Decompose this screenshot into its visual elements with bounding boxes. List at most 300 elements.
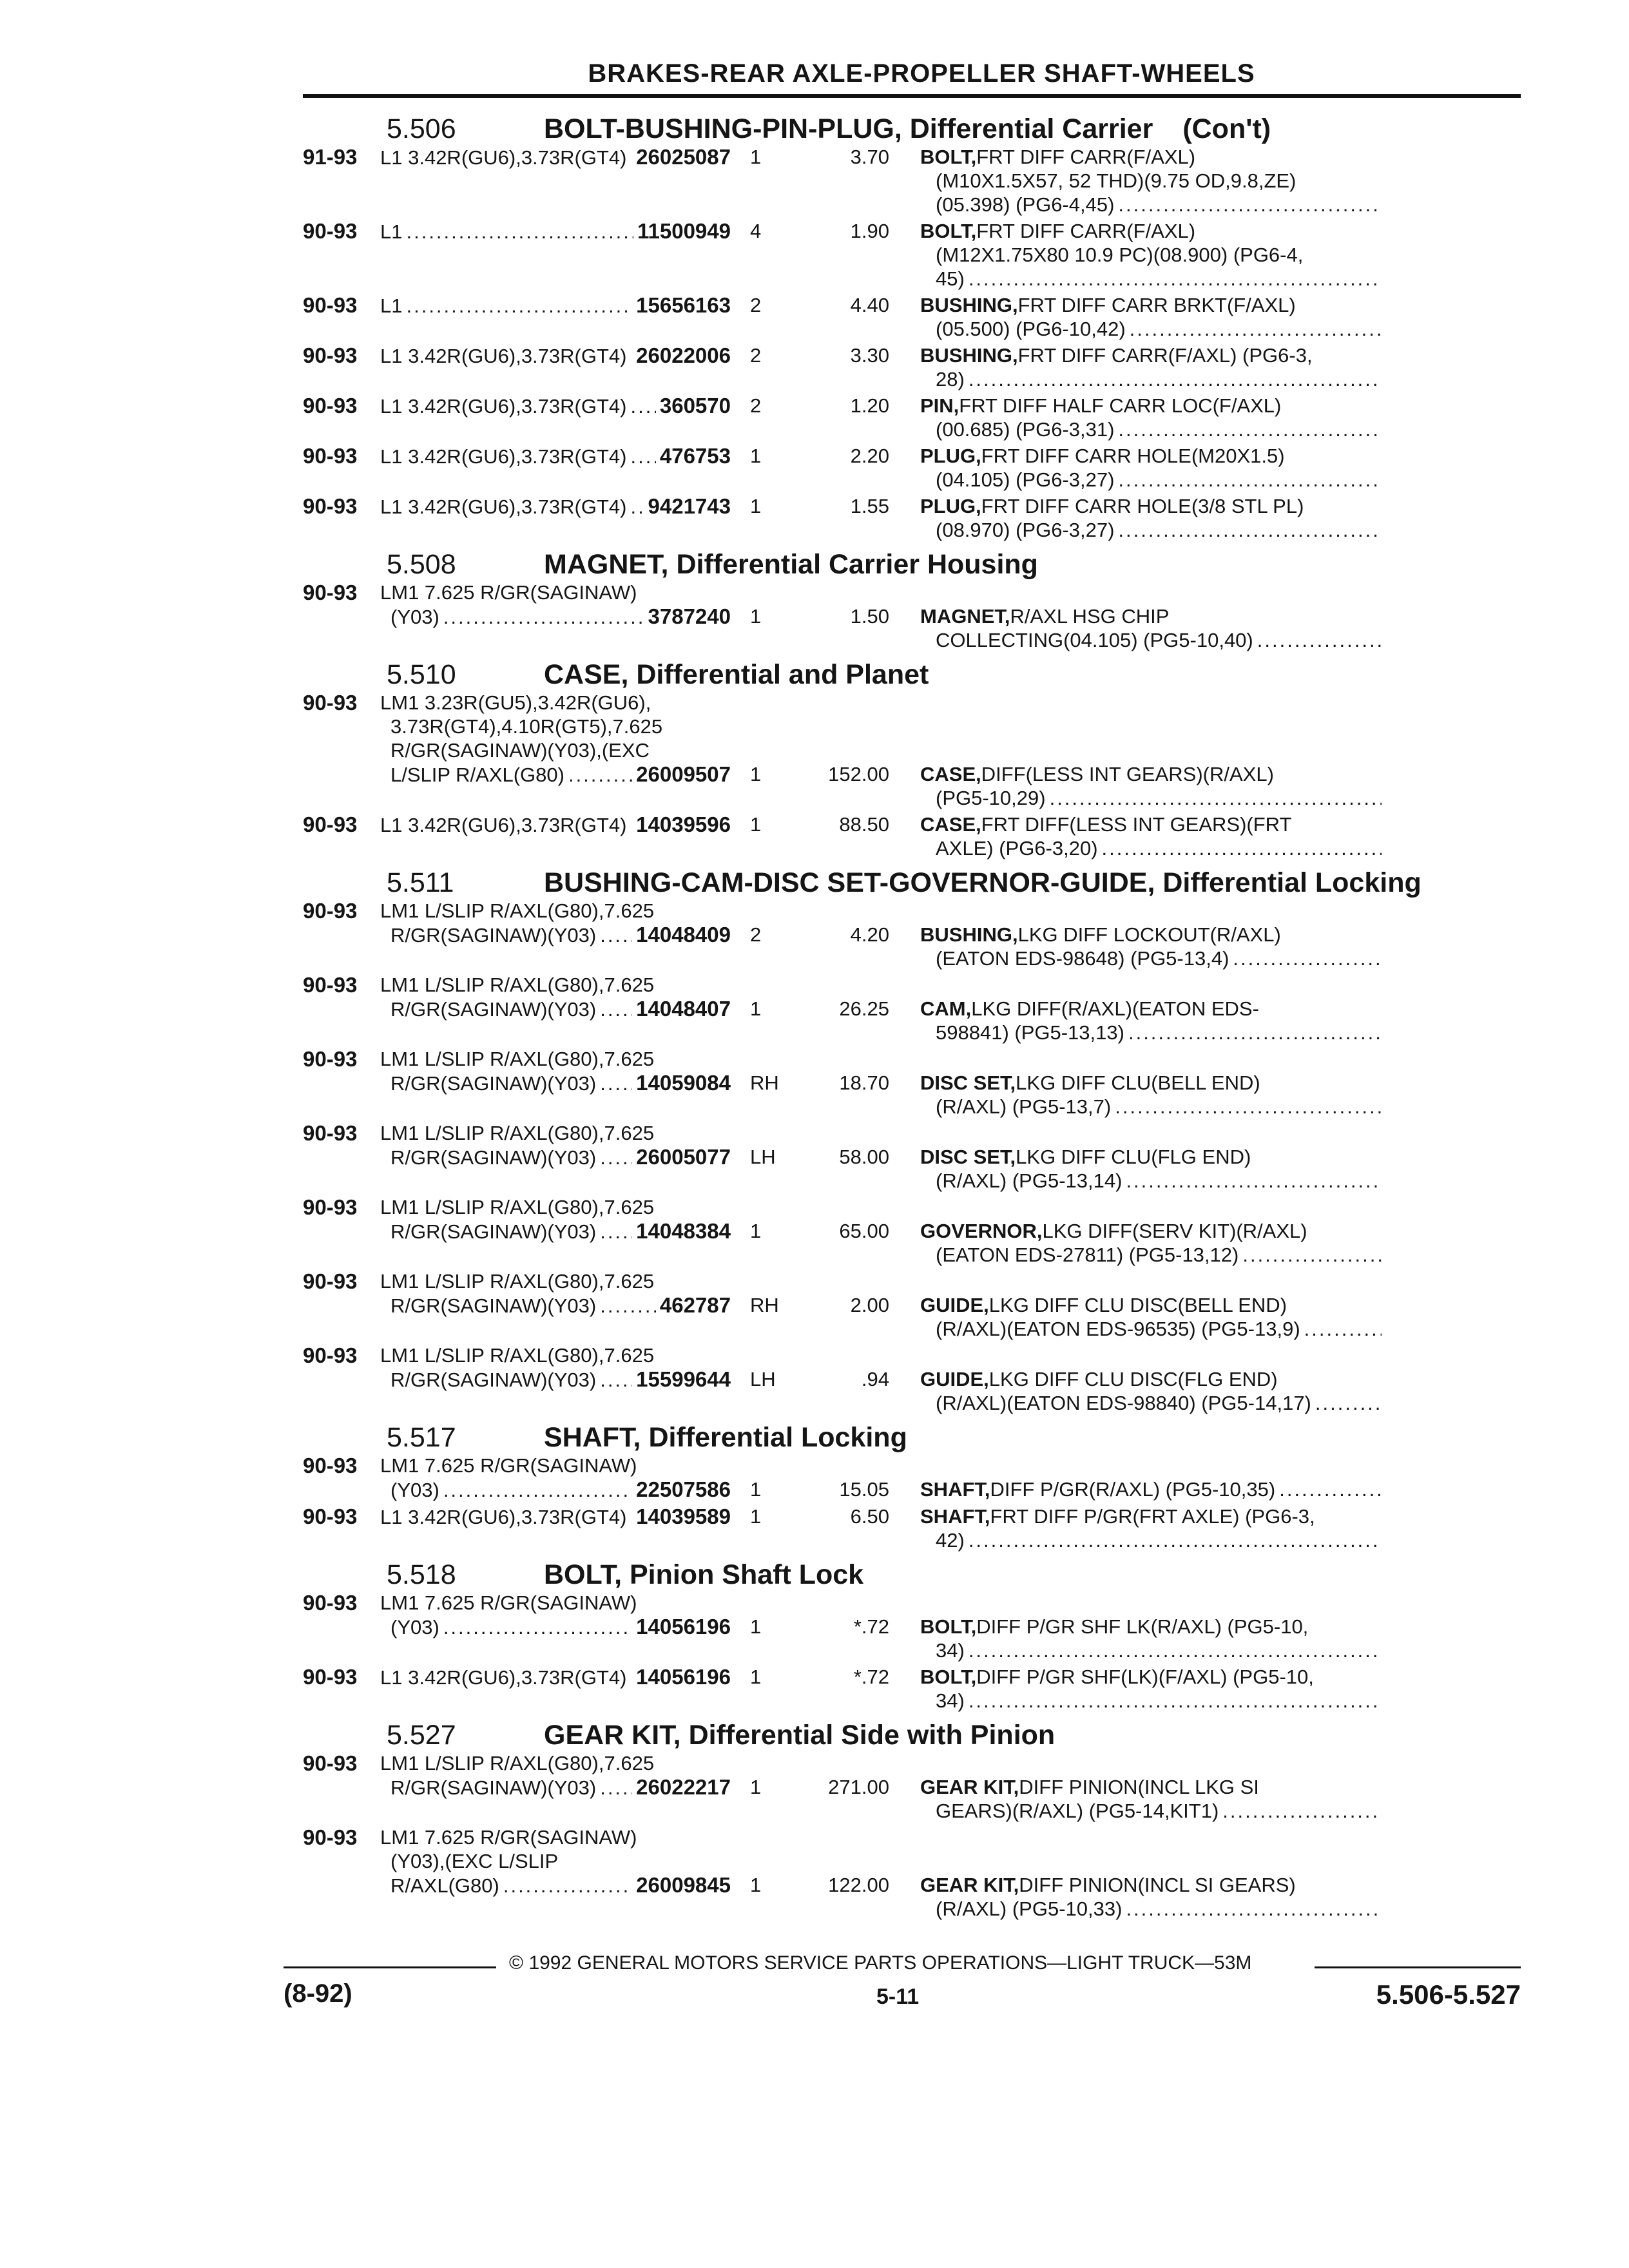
description-name: GEAR KIT, (920, 1874, 1019, 1896)
price: 2.20 (850, 445, 889, 467)
description-line (920, 1367, 1382, 1391)
description (920, 1367, 1382, 1415)
application-text: 3.73R(GT4),4.10R(GT5),7.625 (390, 715, 663, 738)
quantity: 2 (750, 394, 762, 417)
application-text: LM1 7.625 R/GR(SAGINAW) (380, 1591, 637, 1614)
description-text: (R/AXL) (PG5-13,14) (936, 1169, 1123, 1192)
section-number: 5.510 (387, 659, 456, 690)
description-line (920, 1391, 1382, 1415)
section-number: 5.511 (387, 867, 454, 898)
description-text: (R/AXL) (PG5-13,7) (936, 1095, 1112, 1118)
part-entry (303, 1195, 1527, 1267)
description-text: (R/AXL)(EATON EDS-98840) (PG5-14,17) (936, 1392, 1311, 1414)
model-years: 90-93 (303, 494, 358, 518)
application-line (380, 1219, 731, 1244)
description-line (920, 786, 1382, 810)
part-number: 26025087 (636, 145, 731, 169)
description-text: DIFF(LESS INT GEARS)(R/AXL) (981, 763, 1274, 785)
application-line (380, 1269, 731, 1293)
description-text: DIFF P/GR SHF(LK)(F/AXL) (PG5-10, (976, 1666, 1314, 1688)
application (380, 973, 731, 1021)
application-line (380, 1615, 731, 1639)
application-line (380, 1591, 731, 1615)
description-text: FRT DIFF CARR BRKT(F/AXL) (1017, 294, 1296, 316)
dot-leader (600, 1368, 632, 1392)
description-name: CASE, (920, 763, 981, 785)
description-name: CAM, (920, 997, 972, 1020)
price: 271.00 (828, 1776, 889, 1798)
model-years: 90-93 (303, 1504, 358, 1528)
part-number: 15599644 (636, 1367, 731, 1391)
dot-leader (630, 1666, 632, 1689)
application (380, 219, 731, 244)
part-number: 14056196 (636, 1615, 731, 1639)
price: 3.30 (850, 344, 889, 367)
quantity: 1 (750, 605, 762, 628)
dot-leader (443, 1615, 632, 1639)
application (380, 343, 731, 368)
dot-leader (1315, 1391, 1382, 1415)
part-entry (303, 812, 1527, 860)
application (380, 1591, 731, 1639)
model-years: 90-93 (303, 444, 358, 468)
application-line (380, 973, 731, 997)
description-text: FRT DIFF(LESS INT GEARS)(FRT (981, 813, 1292, 836)
part-number: 14039589 (636, 1504, 731, 1528)
application-text: L1 3.42R(GU6),3.73R(GT4) (380, 345, 627, 367)
quantity: 1 (750, 813, 762, 836)
price: 88.50 (839, 813, 889, 836)
description-name: SHAFT, (920, 1505, 990, 1528)
description (920, 494, 1382, 542)
description-name: DISC SET, (920, 1146, 1016, 1168)
part-entry (303, 1825, 1527, 1921)
part-number: 462787 (659, 1293, 731, 1317)
description-line (920, 145, 1382, 169)
description-line (920, 628, 1382, 652)
description (920, 1071, 1382, 1119)
dot-leader (969, 367, 1382, 391)
dot-leader (600, 923, 632, 947)
description-name: GUIDE, (920, 1294, 989, 1316)
application-line (380, 1047, 731, 1071)
application-line (380, 494, 731, 519)
price: *.72 (853, 1666, 889, 1688)
price: 4.20 (850, 923, 889, 946)
section-title: BOLT, Pinion Shaft Lock (544, 1559, 864, 1590)
application-text: (Y03),(EXC L/SLIP (390, 1850, 559, 1872)
description-name: GEAR KIT, (920, 1776, 1019, 1798)
description-line (920, 219, 1382, 243)
part-number: 26009845 (636, 1873, 731, 1897)
part-entry (303, 1504, 1527, 1552)
dot-leader (1118, 418, 1382, 441)
footer-revision-date: (8-92) (284, 1979, 352, 2008)
description (920, 343, 1382, 391)
description-text: LKG DIFF CLU DISC(FLG END) (988, 1368, 1278, 1390)
dot-leader (1242, 1243, 1382, 1267)
part-number: 22507586 (636, 1477, 731, 1501)
description-text: (PG5-10,29) (936, 787, 1046, 809)
application-text: LM1 7.625 R/GR(SAGINAW) (380, 581, 637, 604)
description-name: PLUG, (920, 495, 981, 517)
dot-leader (406, 220, 633, 244)
model-years: 90-93 (303, 1825, 358, 1849)
header-rule (303, 94, 1521, 98)
dot-leader (1233, 947, 1382, 970)
model-years: 90-93 (303, 1269, 358, 1293)
quantity: 1 (750, 1615, 762, 1638)
price: 26.25 (839, 997, 889, 1020)
footer-section-range: 5.506-5.527 (1376, 1979, 1521, 2010)
footer-page-number: 5-11 (876, 1984, 920, 2009)
description (920, 1775, 1382, 1823)
part-number: 476753 (659, 444, 731, 468)
application (380, 812, 731, 837)
footer-rule-left (284, 1966, 496, 1968)
section-title: BOLT-BUSHING-PIN-PLUG, Differential Carrier (544, 113, 1153, 144)
section-title: MAGNET, Differential Carrier Housing (544, 549, 1038, 580)
description-line (920, 494, 1382, 518)
application-line (380, 1071, 731, 1095)
description-line (920, 997, 1382, 1021)
description (920, 1477, 1382, 1501)
application-line (380, 1367, 731, 1392)
dot-leader (969, 1689, 1382, 1713)
description-line (920, 1095, 1382, 1119)
application-text: R/GR(SAGINAW)(Y03) (390, 1220, 597, 1243)
dot-leader (1115, 1095, 1382, 1119)
dot-leader (1257, 628, 1382, 652)
dot-leader (600, 1776, 632, 1800)
description (920, 1145, 1382, 1193)
application-text: LM1 7.625 R/GR(SAGINAW) (380, 1454, 637, 1477)
model-years: 90-93 (303, 1454, 358, 1477)
part-entry (303, 1343, 1527, 1415)
description-name: BUSHING, (920, 294, 1018, 316)
application-text: L1 3.42R(GU6),3.73R(GT4) (380, 1666, 627, 1689)
quantity: LH (750, 1368, 776, 1390)
description-line (920, 394, 1382, 418)
description-line (920, 1243, 1382, 1267)
price: 1.20 (850, 394, 889, 417)
application-text: R/GR(SAGINAW)(Y03) (390, 1294, 597, 1317)
description-line (920, 836, 1382, 860)
application-line (380, 1751, 731, 1775)
model-years: 90-93 (303, 1665, 358, 1689)
dot-leader (969, 1639, 1382, 1662)
description-line (920, 193, 1382, 216)
section-heading (303, 658, 1527, 691)
description-line (920, 444, 1382, 468)
description-name: BOLT, (920, 220, 977, 242)
application-line (380, 145, 731, 169)
dot-leader (406, 294, 632, 318)
description-text: 28) (936, 368, 965, 390)
quantity: 1 (750, 1220, 762, 1242)
application (380, 1504, 731, 1529)
part-number: 14048384 (636, 1219, 731, 1243)
description-line (920, 1689, 1382, 1713)
application-text: L/SLIP R/AXL(G80) (390, 764, 564, 786)
application-text: LM1 L/SLIP R/AXL(G80),7.625 (380, 1196, 655, 1218)
section-heading (303, 548, 1527, 581)
section-heading (303, 1719, 1527, 1751)
application-line (380, 1775, 731, 1800)
price: 2.00 (850, 1294, 889, 1316)
description (920, 145, 1382, 216)
application (380, 1454, 731, 1502)
price: 4.40 (850, 294, 889, 316)
application-line (380, 715, 731, 738)
dot-leader (1222, 1799, 1382, 1823)
quantity: 1 (750, 997, 762, 1020)
dot-leader (1118, 193, 1382, 216)
description-text: LKG DIFF CLU DISC(BELL END) (988, 1294, 1287, 1316)
description-line (920, 267, 1382, 291)
application-text: (Y03) (390, 606, 439, 628)
price: 122.00 (828, 1874, 889, 1896)
description-line (920, 1293, 1382, 1317)
description-line (920, 1169, 1382, 1193)
application-line (380, 343, 731, 368)
application-text: L1 3.42R(GU6),3.73R(GT4) (380, 445, 627, 468)
quantity: 1 (750, 1874, 762, 1896)
application-line (380, 581, 731, 604)
section-heading (303, 113, 1527, 145)
part-number: 14039596 (636, 812, 731, 836)
page-header-title: BRAKES-REAR AXLE-PROPELLER SHAFT-WHEELS (588, 59, 1255, 88)
application-line (380, 1873, 731, 1898)
section-title: BUSHING-CAM-DISC SET-GOVERNOR-GUIDE, Differential Locking (544, 867, 1422, 898)
application (380, 145, 731, 169)
application-line (380, 394, 731, 418)
part-number: 26022217 (636, 1775, 731, 1799)
quantity: 1 (750, 1478, 762, 1501)
part-number: 14059084 (636, 1071, 731, 1095)
application-line (380, 691, 731, 715)
price: 1.50 (850, 605, 889, 628)
description-text: (04.105) (PG6-3,27) (936, 468, 1115, 491)
price: 1.90 (850, 220, 889, 242)
description-line (920, 293, 1382, 317)
dot-leader (630, 344, 632, 368)
application-line (380, 1477, 731, 1502)
price: 15.05 (839, 1478, 889, 1501)
quantity: 2 (750, 344, 762, 367)
application-line (380, 1293, 731, 1318)
section-continued-label: (Con't) (1182, 113, 1271, 144)
part-number: 26005077 (636, 1145, 731, 1169)
model-years: 90-93 (303, 1121, 358, 1145)
application-line (380, 1454, 731, 1477)
application-text: L1 3.42R(GU6),3.73R(GT4) (380, 1506, 627, 1528)
application-text: LM1 L/SLIP R/AXL(G80),7.625 (380, 1344, 655, 1367)
part-number: 360570 (659, 394, 731, 418)
application-line (380, 1825, 731, 1849)
description-text: FRT DIFF HALF CARR LOC(F/AXL) (959, 394, 1282, 417)
dot-leader (600, 997, 632, 1021)
application (380, 1047, 731, 1095)
description-line (920, 1897, 1382, 1921)
part-number: 14056196 (636, 1665, 731, 1689)
description-line (920, 1071, 1382, 1095)
application-line (380, 738, 731, 762)
application-text: LM1 L/SLIP R/AXL(G80),7.625 (380, 1270, 655, 1293)
model-years: 90-93 (303, 812, 358, 836)
part-entry (303, 219, 1527, 291)
price: *.72 (853, 1615, 889, 1638)
dot-leader (1130, 317, 1382, 341)
part-number: 14048407 (636, 997, 731, 1021)
dot-leader (443, 605, 644, 629)
description-line (920, 1477, 1382, 1501)
dot-leader (1304, 1317, 1382, 1341)
application (380, 1343, 731, 1392)
price: 18.70 (839, 1072, 889, 1094)
description-text: R/AXL HSG CHIP (1010, 605, 1170, 628)
application (380, 444, 731, 468)
application-line (380, 1195, 731, 1219)
section-title: SHAFT, Differential Locking (544, 1422, 907, 1453)
description-line (920, 1021, 1382, 1044)
application (380, 1825, 731, 1898)
application-text: LM1 L/SLIP R/AXL(G80),7.625 (380, 1122, 655, 1144)
description (920, 394, 1382, 441)
description (920, 1293, 1382, 1341)
description-line (920, 1145, 1382, 1169)
description-text: AXLE) (PG6-3,20) (936, 837, 1098, 860)
description (920, 812, 1382, 860)
application-text: L1 (380, 294, 403, 317)
quantity: 1 (750, 1505, 762, 1528)
section-number: 5.517 (387, 1422, 456, 1453)
description-name: SHAFT, (920, 1478, 990, 1501)
description-text: 45) (936, 267, 965, 290)
application-text: LM1 L/SLIP R/AXL(G80),7.625 (380, 974, 655, 996)
description (920, 219, 1382, 291)
part-entry (303, 1121, 1527, 1193)
model-years: 90-93 (303, 394, 358, 418)
description-text: (R/AXL)(EATON EDS-96535) (PG5-13,9) (936, 1318, 1300, 1340)
application (380, 1665, 731, 1689)
section-number: 5.518 (387, 1559, 456, 1590)
description-text: 34) (936, 1689, 965, 1712)
description (920, 1873, 1382, 1921)
model-years: 90-93 (303, 1047, 358, 1071)
description-name: GOVERNOR, (920, 1220, 1043, 1242)
application-line (380, 1665, 731, 1689)
application (380, 581, 731, 629)
dot-leader (630, 445, 655, 468)
description-name: BOLT, (920, 146, 977, 168)
section-title: CASE, Differential and Planet (544, 659, 929, 690)
description-name: BUSHING, (920, 923, 1018, 946)
description-name: DISC SET, (920, 1072, 1016, 1094)
part-number: 15656163 (636, 293, 731, 317)
model-years: 91-93 (303, 145, 358, 169)
description-text: FRT DIFF CARR HOLE(M20X1.5) (981, 445, 1285, 467)
description-name: MAGNET, (920, 605, 1010, 628)
description (920, 604, 1382, 652)
dot-leader (969, 1528, 1382, 1552)
description-text: (EATON EDS-27811) (PG5-13,12) (936, 1244, 1239, 1266)
description-line (920, 169, 1382, 193)
description-name: BOLT, (920, 1666, 977, 1688)
price: .94 (861, 1368, 889, 1390)
application-line (380, 444, 731, 468)
application-text: L1 (380, 220, 403, 243)
description-name: PIN, (920, 394, 959, 417)
description-line (920, 1873, 1382, 1897)
description-text: (EATON EDS-98648) (PG5-13,4) (936, 947, 1229, 970)
description-text: LKG DIFF CLU(FLG END) (1016, 1146, 1251, 1168)
dot-leader (1128, 1021, 1382, 1044)
price: 65.00 (839, 1220, 889, 1242)
description (920, 762, 1382, 810)
application-line (380, 762, 731, 787)
description (920, 997, 1382, 1044)
description-text: 598841) (PG5-13,13) (936, 1021, 1124, 1044)
description-line (920, 923, 1382, 947)
dot-leader (969, 267, 1382, 291)
part-number: 11500949 (637, 219, 731, 243)
description-name: CASE, (920, 813, 981, 836)
description-text: (08.970) (PG6-3,27) (936, 519, 1115, 541)
model-years: 90-93 (303, 343, 358, 367)
application-text: L1 3.42R(GU6),3.73R(GT4) (380, 395, 627, 418)
price: 58.00 (839, 1146, 889, 1168)
description-text: FRT DIFF CARR HOLE(3/8 STL PL) (981, 495, 1304, 517)
description-text: 34) (936, 1639, 965, 1662)
quantity: 1 (750, 146, 762, 168)
application (380, 1195, 731, 1244)
application (380, 1269, 731, 1318)
dot-leader (1126, 1169, 1382, 1193)
model-years: 90-93 (303, 973, 358, 997)
application-text: LM1 L/SLIP R/AXL(G80),7.625 (380, 1752, 655, 1774)
description-line (920, 604, 1382, 628)
quantity: 2 (750, 294, 762, 316)
description-line (920, 343, 1382, 367)
description-line (920, 1615, 1382, 1639)
part-entry (303, 581, 1527, 652)
quantity: LH (750, 1146, 776, 1168)
price: 3.70 (850, 146, 889, 168)
dot-leader (1279, 1477, 1382, 1501)
description-text: (00.685) (PG6-3,31) (936, 418, 1115, 441)
description-line (920, 1665, 1382, 1689)
description-line (920, 468, 1382, 492)
application-text: L1 3.42R(GU6),3.73R(GT4) (380, 814, 627, 836)
application-text: L1 3.42R(GU6),3.73R(GT4) (380, 146, 627, 169)
part-number: 26022006 (636, 343, 731, 367)
description-line (920, 1317, 1382, 1341)
part-number: 14048409 (636, 923, 731, 947)
part-entry (303, 899, 1527, 970)
application-text: R/GR(SAGINAW)(Y03) (390, 1146, 597, 1169)
description-name: PLUG, (920, 445, 981, 467)
application-text: (Y03) (390, 1479, 439, 1501)
section-number: 5.508 (387, 549, 456, 580)
application-line (380, 997, 731, 1021)
description-text: LKG DIFF CLU(BELL END) (1016, 1072, 1260, 1094)
application-line (380, 923, 731, 947)
model-years: 90-93 (303, 691, 358, 715)
description-text: GEARS)(R/AXL) (PG5-14,KIT1) (936, 1800, 1219, 1822)
description-line (920, 367, 1382, 391)
application (380, 494, 731, 519)
